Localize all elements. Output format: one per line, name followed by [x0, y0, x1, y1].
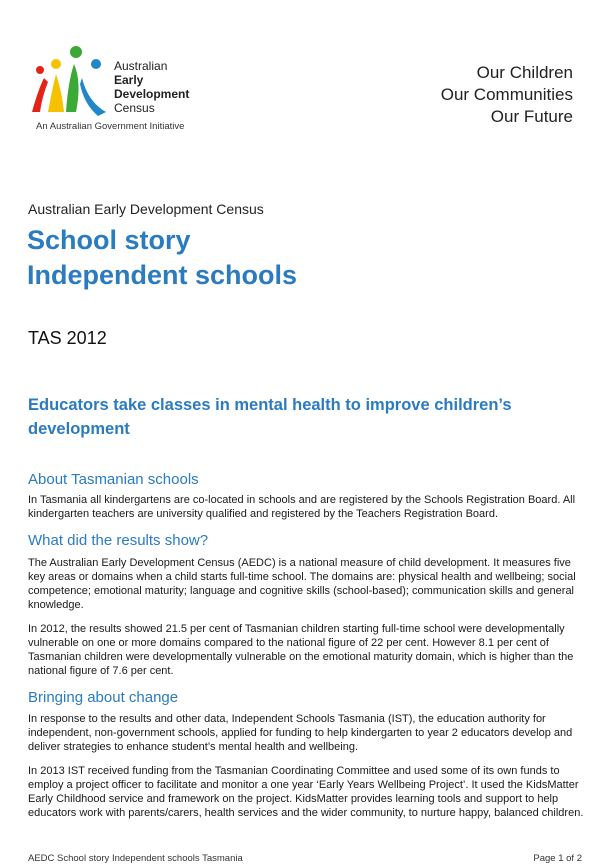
logo-line-4: Census — [114, 101, 155, 115]
slogan-our-1: Our — [476, 63, 505, 82]
logo-line-1: Australian — [114, 59, 168, 73]
slogan-word-1: Children — [509, 63, 573, 82]
region-year: TAS 2012 — [28, 328, 107, 348]
slogan-line-1 — [441, 62, 573, 84]
aedc-figures-icon — [30, 42, 110, 118]
aedc-logo — [30, 42, 210, 134]
census-name: Australian Early Development Census — [28, 201, 264, 217]
heading-results: What did the results show? — [28, 532, 209, 549]
slogan — [441, 62, 573, 128]
slogan-line-2 — [441, 84, 573, 106]
logo-wordmark — [114, 59, 189, 115]
logo-line-3: Development — [114, 87, 190, 101]
page-title — [27, 223, 297, 293]
slogan-word-2: Communities — [473, 85, 573, 104]
title-line-2: Independent schools — [27, 260, 298, 290]
logo-tagline: An Australian Government Initiative — [36, 121, 185, 132]
slogan-word-3: Future — [523, 107, 573, 126]
title-line-1: School story — [27, 225, 191, 255]
heading-change: Bringing about change — [28, 689, 179, 706]
para-results-1: The Australian Early Development Census (AEDC) is a national measure of child development. It measures five key areas or domains when a child starts full-time school. The domains are: physical health and wellbeing; social competence; emotional maturity; language and cognitive skills (school-based); communication skills and general knowledge. — [28, 557, 576, 611]
para-change-2: In 2013 IST received funding from the Tasmanian Coordinating Committee and used some of its own funds to employ a project officer to facilitate and monitor a one year ‘Early Years Wellbeing Project’. It used the KidsMatter Early Childhood service and framework on the project. KidsMatter provides learning tools and support to help educators work with parents/carers, health services and the wider community, to nurture happy, balanced children. — [28, 765, 584, 819]
slogan-our-3: Our — [490, 107, 520, 126]
para-about-1: In Tasmania all kindergartens are co-located in schools and are registered by the Schools Registration Board. All kindergarten teachers are university qualified and registered by the Teachers Registration Board. — [28, 494, 576, 520]
story-subtitle: Educators take classes in mental health to improve children’s development — [28, 396, 512, 438]
page-number: Page 1 of 2 — [533, 853, 582, 864]
heading-about: About Tasmanian schools — [28, 471, 199, 488]
footer-title: AEDC School story Independent schools Tasmania — [28, 853, 243, 864]
slogan-our-2: Our — [440, 85, 470, 104]
slogan-line-3 — [441, 106, 573, 128]
para-change-1: In response to the results and other data, Independent Schools Tasmania (IST), the education authority for independent, non-government schools, applied for funding to help kindergarten to year 2 educators develop and deliver strategies to enhance student’s mental health and wellbeing. — [28, 713, 573, 753]
logo-line-2: Early — [114, 73, 144, 87]
para-results-2: In 2012, the results showed 21.5 per cent of Tasmanian children starting full-time school were developmentally vulnerable on one or more domains compared to the national figure of 22 per cent. However 8.1 per cent of Tasmanian children were developmentally vulnerable on the emotional maturity domain, which is higher than the national figure of 7.6 per cent. — [28, 623, 574, 677]
